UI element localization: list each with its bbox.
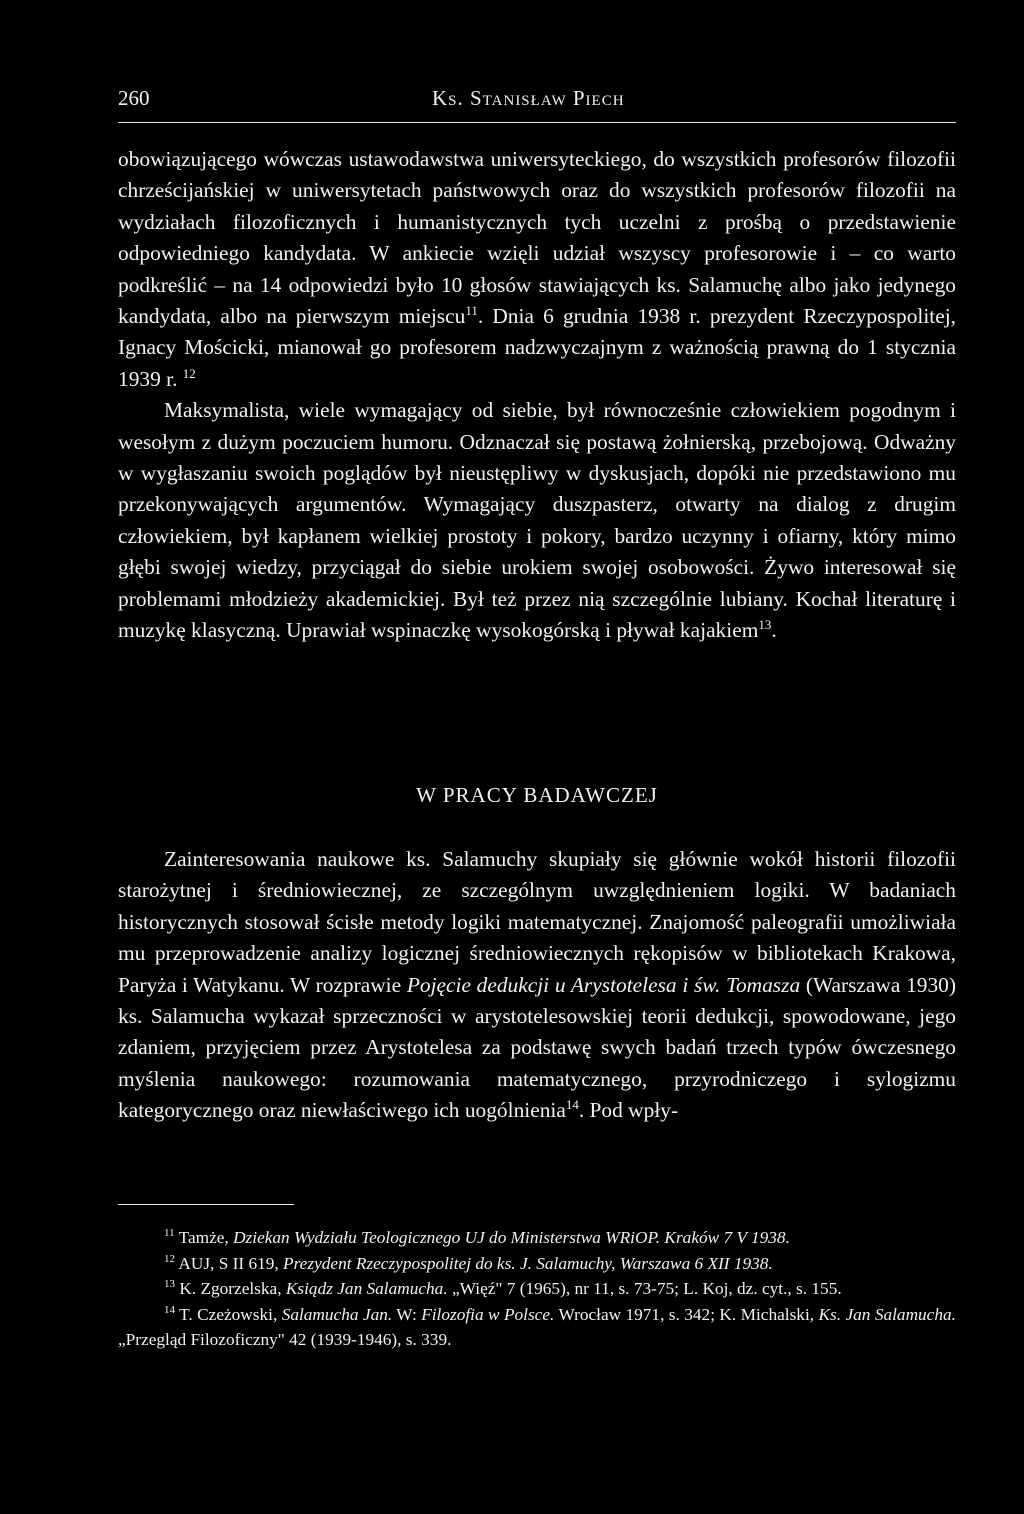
text-run: Zainteresowania naukowe ks. Salamuchy skupiały się głównie wokół historii filozofii starożytnej i średniowiecznej, ze szczególnym uwzględnieniem logiki. W badaniach historycznych stosował ścisłe metody logiki matematycznej. Znajomość paleografii umożliwiała mu przeprowadzenie analizy logicznej średniowiecznych rękopisów w bibliotekach Krakowa, Paryża i Watykanu. W rozprawie <box>118 847 956 997</box>
footnote-text: AUJ, S II 619, <box>178 1253 279 1273</box>
body-text-lower <box>118 844 956 1127</box>
footnote-ref: 14 <box>565 1097 579 1113</box>
footnote-number: 11 <box>164 1227 175 1240</box>
footnote-number: 13 <box>164 1278 175 1291</box>
footnote-text: K. Zgorzelska, <box>179 1279 282 1298</box>
text-run: . Pod wpły- <box>578 1098 679 1123</box>
paragraph-appointment <box>118 144 956 395</box>
paragraph-character <box>118 395 956 646</box>
footnote-text: „Przegląd Filozoficzny" 42 (1939-1946), s. 339. <box>118 1330 452 1349</box>
page-header <box>118 82 956 123</box>
footnote-text: Wrocław 1971, s. 342; K. Michalski, <box>558 1304 815 1324</box>
footnote-ref: 12 <box>182 365 196 381</box>
footnote-text: W: <box>396 1304 417 1324</box>
footnote-ref: 13 <box>758 616 772 632</box>
text-run: . Dnia 6 grudnia 1938 r. prezydent Rzeczypospolitej, Ignacy Mościcki, mianował go profesorem nadzwyczajnym z ważnością prawną do 1 stycznia 1939 r. <box>118 304 956 391</box>
footnote-number: 14 <box>164 1303 175 1316</box>
footnotes <box>118 1225 956 1353</box>
footnote-number: 12 <box>164 1252 175 1265</box>
footnote-11 <box>118 1225 956 1251</box>
footnote-italic: Prezydent Rzeczypospolitej do ks. J. Salamuchy, Warszawa 6 XII 1938. <box>283 1253 773 1273</box>
footnote-12 <box>118 1251 956 1277</box>
footnote-italic: Ksiądz Jan Salamucha. <box>285 1279 448 1298</box>
footnote-text: Tamże, <box>178 1228 229 1247</box>
footnote-italic: Dziekan Wydziału Teologicznego UJ do Ministerstwa WRiOP. Kraków 7 V 1938. <box>233 1228 790 1247</box>
footnote-text: „Więź" 7 (1965), nr 11, s. 73-75; L. Koj, dz. cyt., s. 155. <box>451 1279 842 1298</box>
footnote-14 <box>118 1302 956 1353</box>
running-head: Ks. Stanisław Piech <box>432 86 625 110</box>
footnote-italic: Filozofia w Polsce. <box>421 1304 555 1324</box>
text-run: . <box>771 618 777 643</box>
text-run: (Warszawa 1930) ks. Salamucha wykazał sprzeczności w arystotelesowskiej teorii dedukcji, spowodowane, jego zdaniem, przyjęciem przez Arystotelesa za podstawę swych badań trzech typów ówczesnego myślenia naukowego: rozumowania matematycznego, przyrodniczego i sylogizmu kategorycznego oraz niewłaściwego ich uogólnienia <box>118 972 956 1123</box>
paragraph-research <box>118 844 956 1127</box>
footnote-ref: 11 <box>465 302 478 318</box>
text-run: obowiązującego wówczas ustawodawstwa uniwersyteckiego, do wszystkich profesorów filozofii chrześcijańskiej w uniwersytetach państwowych oraz do wszystkich profesorów filozofii na wydziałach filozoficznych i humanistycznych tych uczelni z prośbą o przedstawienie odpowiedniego kandydata. W ankiecie wzięli udział wszyscy profesorowie i – co warto podkreślić – na 14 odpowiedzi było 10 głosów stawiających ks. Salamuchę albo jako jedynego kandydata, albo na pierwszym miejscu <box>118 147 956 329</box>
footnote-text: T. Czeżowski, <box>179 1304 278 1324</box>
footnote-italic: Salamucha Jan. <box>281 1304 393 1324</box>
footnote-italic: Ks. Jan Salamucha. <box>818 1304 956 1324</box>
text-run: Maksymalista, wiele wymagający od siebie, był równocześnie człowiekiem pogodnym i wesołym z dużym poczuciem humoru. Odznaczał się postawą żołnierską, przebojową. Odważny w wygłaszaniu swoich poglądów był nieustępliwy w dyskusjach, dopóki nie przedstawiono mu przekonywających argumentów. Wymagający duszpasterz, otwarty na dialog z drugim człowiekiem, był kapłanem wielkiej prostoty i pokory, bardzo uczynny i ofiarny, który mimo głębi swojej wiedzy, przyciągał do siebie urokiem swojej osobowości. Żywo interesował się problemami młodzieży akademickiej. Był też przez nią szczególnie lubiany. Kochał literaturę i muzykę klasyczną. Uprawiał wspinaczkę wysokogórską i pływał kajakiem <box>118 398 956 643</box>
work-title: Pojęcie dedukcji u Arystotelesa i św. Tomasza <box>406 972 801 997</box>
footnote-13 <box>118 1276 956 1302</box>
footnote-separator <box>118 1204 294 1205</box>
page-number: 260 <box>118 86 150 110</box>
section-heading: W PRACY BADAWCZEJ <box>416 783 658 807</box>
body-text-upper <box>118 144 956 647</box>
